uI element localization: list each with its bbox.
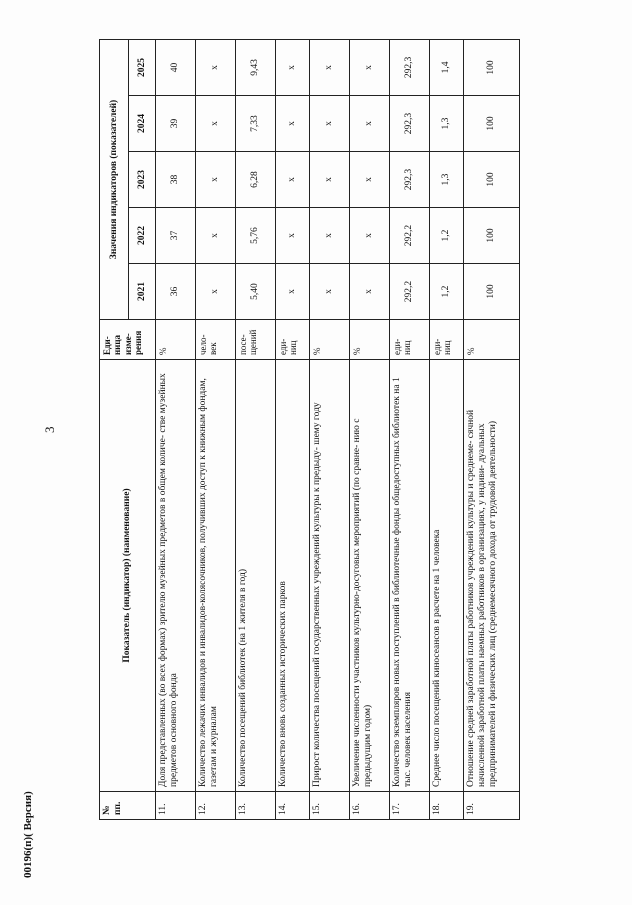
value-cell: 6,28 [236, 152, 276, 208]
value-cell: 100 [464, 208, 520, 264]
value-cell: x [350, 208, 390, 264]
unit-cell: % [310, 320, 350, 360]
value-cell: x [276, 39, 310, 95]
value-cell: 7,33 [236, 96, 276, 152]
unit-cell: еди- ниц [390, 320, 430, 360]
row-number: 11. [156, 792, 196, 820]
header-unit: Еди- ница изме- рения [100, 320, 156, 360]
indicator-name: Отношение средней заработной платы работников учреждений культуры и среднеме- сячной начисленной заработной платы наемных работников в организациях, у индиви- дуальных предпринимателей и физических лиц (среднемесячного дохода от трудовой деятельности) [464, 360, 520, 792]
value-cell: 100 [464, 264, 520, 320]
page-number: 3 [42, 426, 57, 433]
table-row [390, 39, 430, 819]
row-number: 18. [430, 792, 464, 820]
row-number: 15. [310, 792, 350, 820]
indicator-name: Количество вновь созданных исторических парков [276, 360, 310, 792]
value-cell: 1,2 [430, 264, 464, 320]
footer-code: 00196(п)( Версия) [22, 791, 34, 878]
value-cell: x [276, 96, 310, 152]
value-cell: 292,3 [390, 39, 430, 95]
value-cell: x [310, 96, 350, 152]
value-cell: x [310, 208, 350, 264]
rotated-table-container [99, 40, 504, 820]
value-cell: 292,2 [390, 208, 430, 264]
value-cell: 1,4 [430, 39, 464, 95]
value-cell: 1,3 [430, 152, 464, 208]
value-cell: x [310, 39, 350, 95]
header-year: 2022 [129, 208, 156, 264]
header-year: 2025 [129, 39, 156, 95]
value-cell: x [310, 264, 350, 320]
table-row [156, 39, 196, 819]
value-cell: 37 [156, 208, 196, 264]
unit-cell: % [464, 320, 520, 360]
unit-cell: еди- ниц [430, 320, 464, 360]
table-row [276, 39, 310, 819]
value-cell: 9,43 [236, 39, 276, 95]
value-cell: x [196, 208, 236, 264]
unit-cell: еди- ниц [276, 320, 310, 360]
value-cell: x [196, 96, 236, 152]
unit-cell: % [350, 320, 390, 360]
header-year: 2024 [129, 96, 156, 152]
table-row [310, 39, 350, 819]
value-cell: 292,3 [390, 152, 430, 208]
row-number: 14. [276, 792, 310, 820]
unit-cell: % [156, 320, 196, 360]
value-cell: x [350, 96, 390, 152]
row-number: 13. [236, 792, 276, 820]
table-row [350, 39, 390, 819]
value-cell: x [350, 152, 390, 208]
value-cell: 39 [156, 96, 196, 152]
value-cell: x [310, 152, 350, 208]
value-cell: 100 [464, 39, 520, 95]
indicators-table [99, 39, 520, 820]
value-cell: 292,3 [390, 96, 430, 152]
value-cell: 1,3 [430, 96, 464, 152]
row-number: 17. [390, 792, 430, 820]
value-cell: 292,2 [390, 264, 430, 320]
indicator-name: Доля представленных (во всех формах) зрителю музейных предметов в общем количе- стве музейных предметов основного фонда [156, 360, 196, 792]
table-row [236, 39, 276, 819]
header-num: № пп. [100, 792, 156, 820]
unit-cell: чело- век [196, 320, 236, 360]
indicator-name: Количество лежачих инвалидов и инвалидов-колясочников, получивших доступ к книжным фондам, газетам и журналам [196, 360, 236, 792]
value-cell: 5,40 [236, 264, 276, 320]
value-cell: x [276, 152, 310, 208]
value-cell: x [276, 208, 310, 264]
indicator-name: Увеличение численности участников культурно-досуговых мероприятий (по сравне- нию с предыдущим годом) [350, 360, 390, 792]
indicator-name: Количество посещений библиотек (на 1 жителя в год) [236, 360, 276, 792]
value-cell: 5,76 [236, 208, 276, 264]
value-cell: 1,2 [430, 208, 464, 264]
value-cell: 36 [156, 264, 196, 320]
value-cell: x [350, 39, 390, 95]
row-number: 16. [350, 792, 390, 820]
value-cell: x [276, 264, 310, 320]
header-year: 2021 [129, 264, 156, 320]
value-cell: x [350, 264, 390, 320]
header-values-title: Значения индикаторов (показателей) [100, 39, 129, 319]
value-cell: x [196, 264, 236, 320]
table-row [430, 39, 464, 819]
value-cell: 38 [156, 152, 196, 208]
indicator-name: Прирост количества посещений государственных учреждений культуры к предыду- шему году [310, 360, 350, 792]
row-number: 12. [196, 792, 236, 820]
table-row [196, 39, 236, 819]
header-indicator: Показатель (индикатор) (наименование) [100, 360, 156, 792]
value-cell: 100 [464, 152, 520, 208]
header-year: 2023 [129, 152, 156, 208]
indicator-name: Количество экземпляров новых поступлений в библиотечные фонды общедоступных библиотек на 1 тыс. человек населения [390, 360, 430, 792]
unit-cell: посе- щений [236, 320, 276, 360]
value-cell: x [196, 39, 236, 95]
value-cell: 100 [464, 96, 520, 152]
table-row [464, 39, 520, 819]
value-cell: 40 [156, 39, 196, 95]
row-number: 19. [464, 792, 520, 820]
value-cell: x [196, 152, 236, 208]
indicator-name: Среднее число посещений киносеансов в расчете на 1 человека [430, 360, 464, 792]
